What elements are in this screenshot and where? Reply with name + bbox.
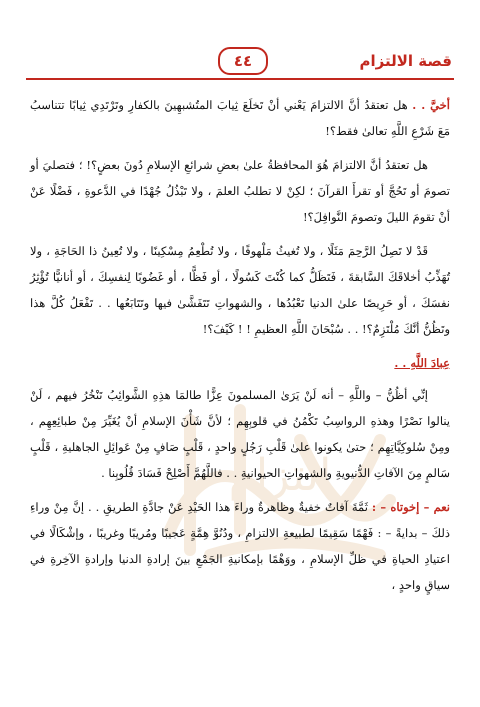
paragraph-2: هل تعتقدُ أنَّ الالتزامَ هُوَ المحافظةُ علىٰ بعضِ شرائعِ الإسلامِ دُونَ بعضٍ؟! ؛ فتصليَ أو تصومَ أو تَحُجَّ أو تقرأَ القرآنَ ؛ لكِنْ لا تطلبُ العلمَ ، ولا تَبْذُلُ جُهْدًا في الدَّعوةِ ، فَضْلًا عَنْ أنْ تقومَ الليلَ وتصومَ النَّوافِلَ؟! <box>30 158 450 224</box>
page-number-badge <box>218 47 268 75</box>
section-heading: عِبادَ اللَّهِ . . <box>394 356 450 370</box>
header-rule <box>26 78 454 80</box>
body-text <box>30 92 450 606</box>
paragraph-1-text: هل تعتقدُ أنَّ الالتزامَ يَعْني أنْ تَخلَعَ ثِيابَ المتُشبهِينَ بالكفارِ وتَرْتَدِي ثِيابًا تتناسبُ مَعَ شَرْعِ اللَّهِ تعالىٰ فقط؟! <box>30 98 450 138</box>
paragraph-5 <box>30 494 450 598</box>
paragraph-1 <box>30 92 450 144</box>
paragraph-1-lead: أخيَّ . . <box>412 98 450 112</box>
page-number: ٤٤ <box>233 52 253 70</box>
book-title: قصة الالتزام <box>359 52 452 70</box>
page-header <box>0 0 480 80</box>
paragraph-5-lead: نعم – إخوتاه – : <box>371 500 451 514</box>
paragraph-3: قَدْ لا تَصِلُ الرَّحِمَ مَثَلًا ، ولا تُغيثُ مَلْهوفًا ، ولا تُطْعِمُ مِسْكِينًا ، ولا تُعِينُ ذا الحَاجَةِ ، ولا تُهَذِّبُ أخلاقَكَ السَّابقةَ ، فَتَظَلُّ كما كُنْتَ كَسُولًا ، أو فَظًّا ، أو غَضُوبًا لِنفسِكَ ، أو أنانيًّا تُؤْثِرُ نفسَكَ ، أو حَرِيصًا علىٰ الدنيا تَعْبُدُها ، والشهواتِ تَتَفَشَّىٰ فيها وتَتَابَعُها . . تَفْعَلُ كُلَّ هذا وتَظُنُّ أنَّكَ مُلْتَزِمٌ؟! . . سُبْحَانَ اللَّهِ العظيمِ ! ! كَيْفَ؟! <box>30 244 450 336</box>
watermark-text: التزام <box>228 450 332 501</box>
paragraph-4: إنِّي أظُنُّ – واللَّهِ – أنه لَنْ يَرَىٰ المسلمونَ عِزًّا طالمَا هذِهِ الشَّوائِبُ تَنْخُرُ فيهم ، لَنْ ينالوا نَصْرًا وهذهِ الرواسِبُ تَكْمُنُ في قلوبِهِم ؛ لأنَّ شَأْنَ الإسلامِ أنْ يُغَيِّرَ مِنْ طبائِعِهِم ، ومِنْ سُلوكِيَّاتِهِم ؛ حتىٰ يكونوا علىٰ قَلْبِ رَجُلٍ واحدٍ ، قَلْبٍ صَافٍ مِنْ عَوائِلِ الجاهليةِ ، قَلْبٍ سَالمٍ مِنَ الآفاتِ الدُّنيويةِ والشهواتِ الحيوانيةِ . . فاللَّهُمَّ أَصْلِحْ فَسَادَ قُلُوبِنا . <box>30 388 450 480</box>
paragraph-5-text: ثَمَّةَ آفاتٌ خفيةٌ وظاهرةٌ وراءَ هذا الحَيْدِ عَنْ جادَّةِ الطريقِ . . إنَّ مِنْ وراءِ ذلكَ – بدايةً – : فَهْمًا سَقِيمًا لطبيعةِ الالتزامِ ، ودُنُوَّ هِمَّةٍ عَجيبًا ومُريبًا وغريبًا ، وإشْكَالًا في اعتيادِ الحياةِ في ظلِّ الإسلامِ ، ووَهْمًا بإمكانيةِ الجَمْعِ بينَ إرادةِ الدنيا وإرادةِ الآخِرةِ في سياقٍ واحدٍ ، <box>30 500 450 592</box>
